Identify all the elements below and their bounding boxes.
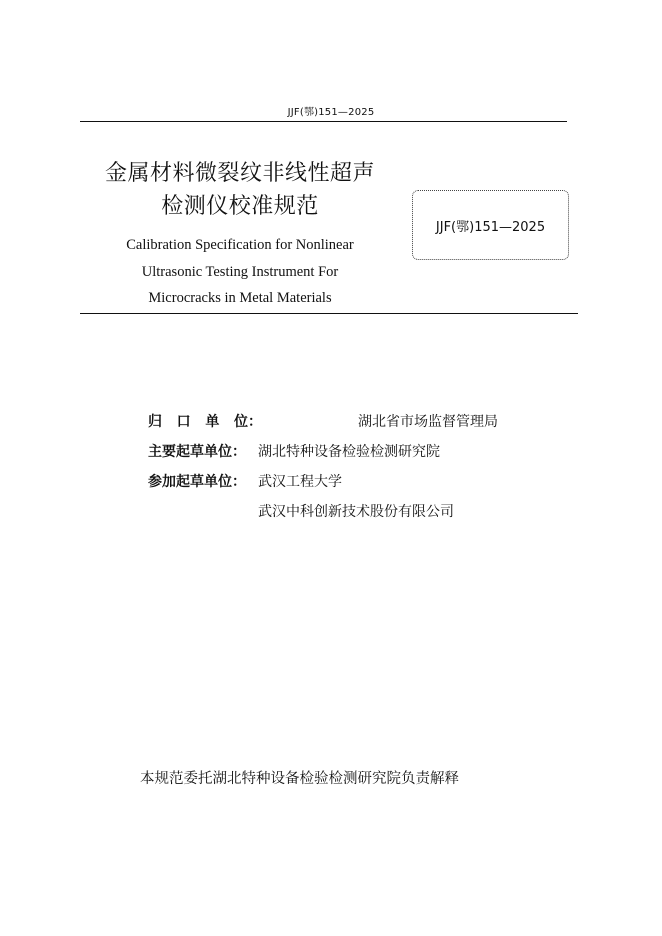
unit-label-participating: 参加起草单位： <box>148 474 246 490</box>
interpretation-note: 本规范委托湖北特种设备检验检测研究院负责解释 <box>140 771 459 787</box>
title-zh-line1: 金属材料微裂纹非线性超声 <box>104 161 375 186</box>
label-colon: ： <box>248 414 262 430</box>
label-char: 单 <box>205 414 220 430</box>
unit-row-responsible <box>148 407 498 437</box>
drafting-units <box>148 407 498 527</box>
header-spec-code: JJF(鄂)151—2025 <box>287 107 375 118</box>
unit-value-participating-2: 武汉中科创新技术股份有限公司 <box>258 504 454 520</box>
title-en-line2: Ultrasonic Testing Instrument For <box>141 263 339 280</box>
title-en-line1: Calibration Specification for Nonlinear <box>126 237 354 253</box>
label-char: 归 <box>148 414 162 430</box>
unit-label-spacer <box>148 497 258 527</box>
unit-row-participating <box>148 467 498 497</box>
unit-value-participating-1: 武汉工程大学 <box>258 474 342 490</box>
spec-code-box <box>412 190 569 260</box>
spec-code-box-text: JJF(鄂)151—2025 <box>435 219 546 235</box>
title-zh-line2: 检测仪校准规范 <box>161 194 319 219</box>
title-block <box>90 157 390 312</box>
unit-row-participating-cont <box>148 497 498 527</box>
unit-row-main-drafting <box>148 437 498 467</box>
bottom-rule <box>80 313 578 314</box>
title-en-line3: Microcracks in Metal Materials <box>148 290 332 306</box>
label-char: 位 <box>233 414 248 430</box>
top-rule <box>80 121 567 122</box>
label-char: 口 <box>176 414 191 430</box>
unit-label-main-drafting: 主要起草单位： <box>148 444 246 460</box>
unit-label-responsible <box>148 407 248 437</box>
unit-value-main-drafting: 湖北特种设备检验检测研究院 <box>258 444 440 460</box>
unit-value-responsible: 湖北省市场监督管理局 <box>358 414 498 430</box>
